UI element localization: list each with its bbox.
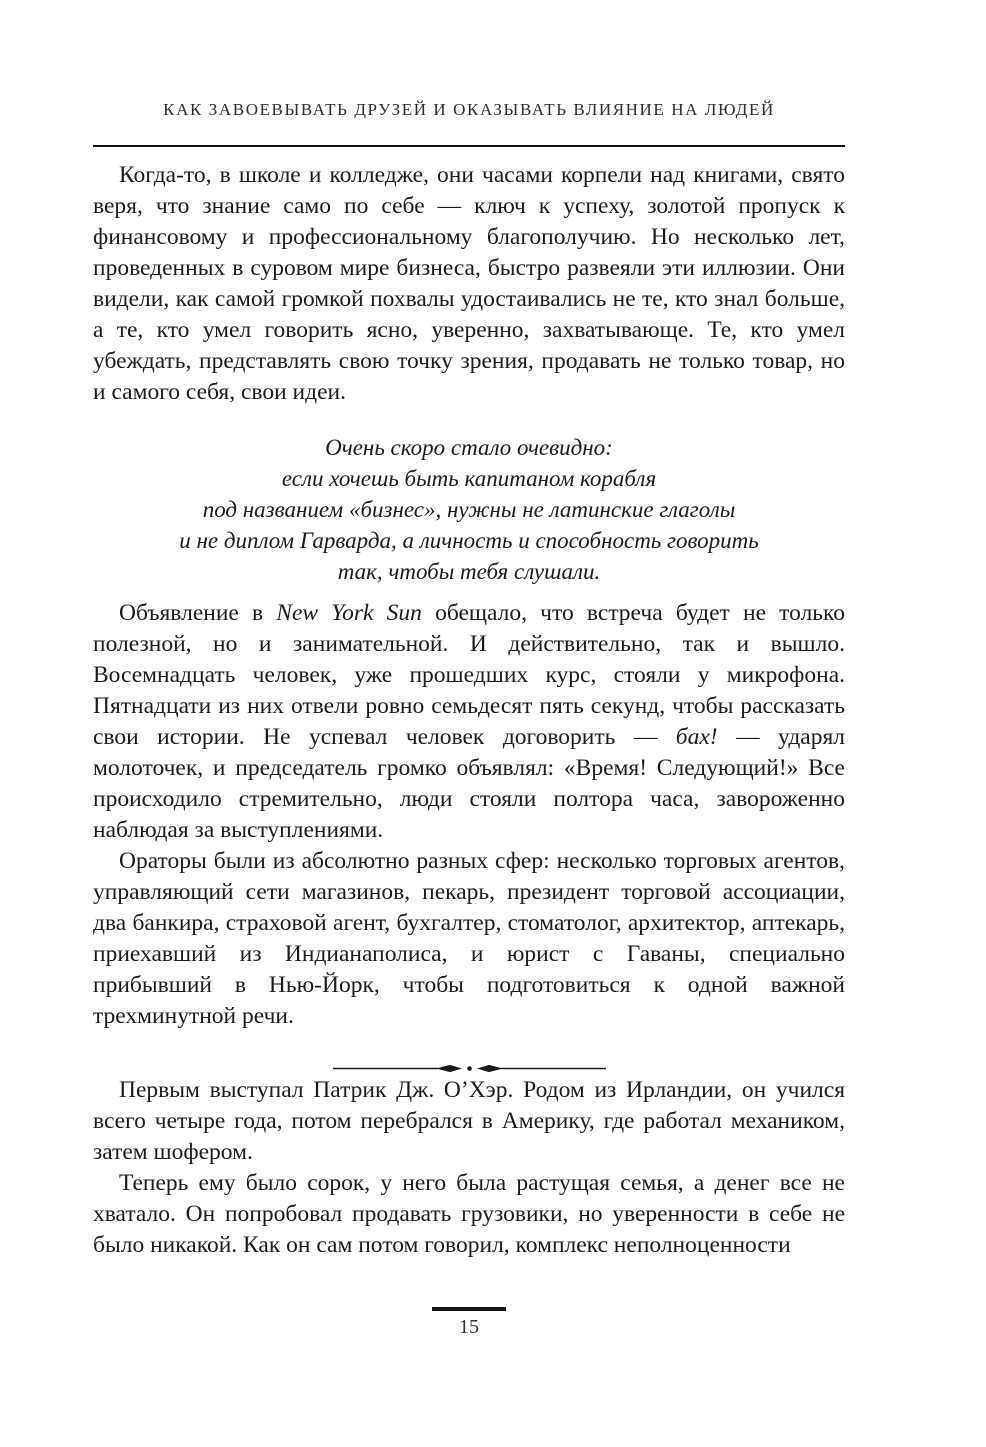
paragraph-5: Теперь ему было сорок, у него была растущая семья, а денег все не хватало. Он попробовал продавать грузовики, но уверенности в себе не было никакой. Как он сам потом говорил, комплекс неполноценности (93, 1170, 845, 1258)
page-number: 15 (459, 1316, 479, 1338)
divider-ornament-icon (333, 1061, 606, 1075)
paragraph-4: Первым выступал Патрик Дж. О’Хэр. Родом из Ирландии, он учился всего четыре года, потом перебрался в Америку, где работал механиком, затем шофером. (93, 1077, 845, 1165)
body-text (93, 160, 845, 1261)
paragraph-3: Ораторы были из абсолютно разных сфер: несколько торговых агентов, управляющий сети магазинов, пекарь, президент торговой ассоциации, два банкира, страховой агент, бухгалтер, стоматолог, архитектор, аптекарь, приехавший из Индианаполиса, и юрист с Гаваны, специально прибывший в Нью-Йорк, чтобы подготовиться к одной важной трехминутной речи. (93, 848, 845, 1029)
quote-line: под названием «бизнес», нужны не латинские глаголы (202, 497, 736, 522)
footer-rule (432, 1307, 506, 1311)
header-rule (93, 145, 845, 147)
paragraph-1: Когда-то, в школе и колледже, они часами корпели над книгами, свято веря, что знание само по себе — ключ к успеху, золотой пропуск к финансовому и профессиональному благополучию. Но несколько лет, проведенных в суровом мире бизнеса, быстро развеяли эти иллюзии. Они видели, как самой громкой похвалы удостаивались не те, кто знал больше, а те, кто умел говорить ясно, уверенно, захватывающе. Те, кто умел убеждать, представлять свою точку зрения, продавать не только товар, но и самого себя, свои идеи. (93, 162, 845, 405)
quote-line: и не диплом Гарварда, а личность и способность говорить (179, 528, 759, 553)
quote-line: Очень скоро стало очевидно: (325, 435, 613, 460)
epigraph-quote (93, 432, 845, 587)
running-header-title: КАК ЗАВОЕВЫВАТЬ ДРУЗЕЙ И ОКАЗЫВАТЬ ВЛИЯНИЕ НА ЛЮДЕЙ (163, 100, 775, 119)
page-footer (93, 1307, 845, 1337)
quote-line: так, чтобы тебя слушали. (337, 559, 601, 584)
quote-line: если хочешь быть капитаном корабля (281, 466, 657, 491)
paragraph-2: Объявление в New York Sun обещало, что встреча будет не только полезной, но и занимательной. И действительно, так и вышло. Восемнадцать человек, уже прошедших курс, стояли у микрофона. Пятнадцати из них отвели ровно семьдесят пять секунд, чтобы рассказать свои истории. Не успевал человек договорить — бах! — ударял молоточек, и председатель громко объявлял: «Время! Следующий!» Все происходило стремительно, люди стояли полтора часа, завороженно наблюдая за выступлениями. (93, 600, 845, 843)
page-content (93, 0, 845, 1261)
section-divider (333, 1061, 606, 1075)
